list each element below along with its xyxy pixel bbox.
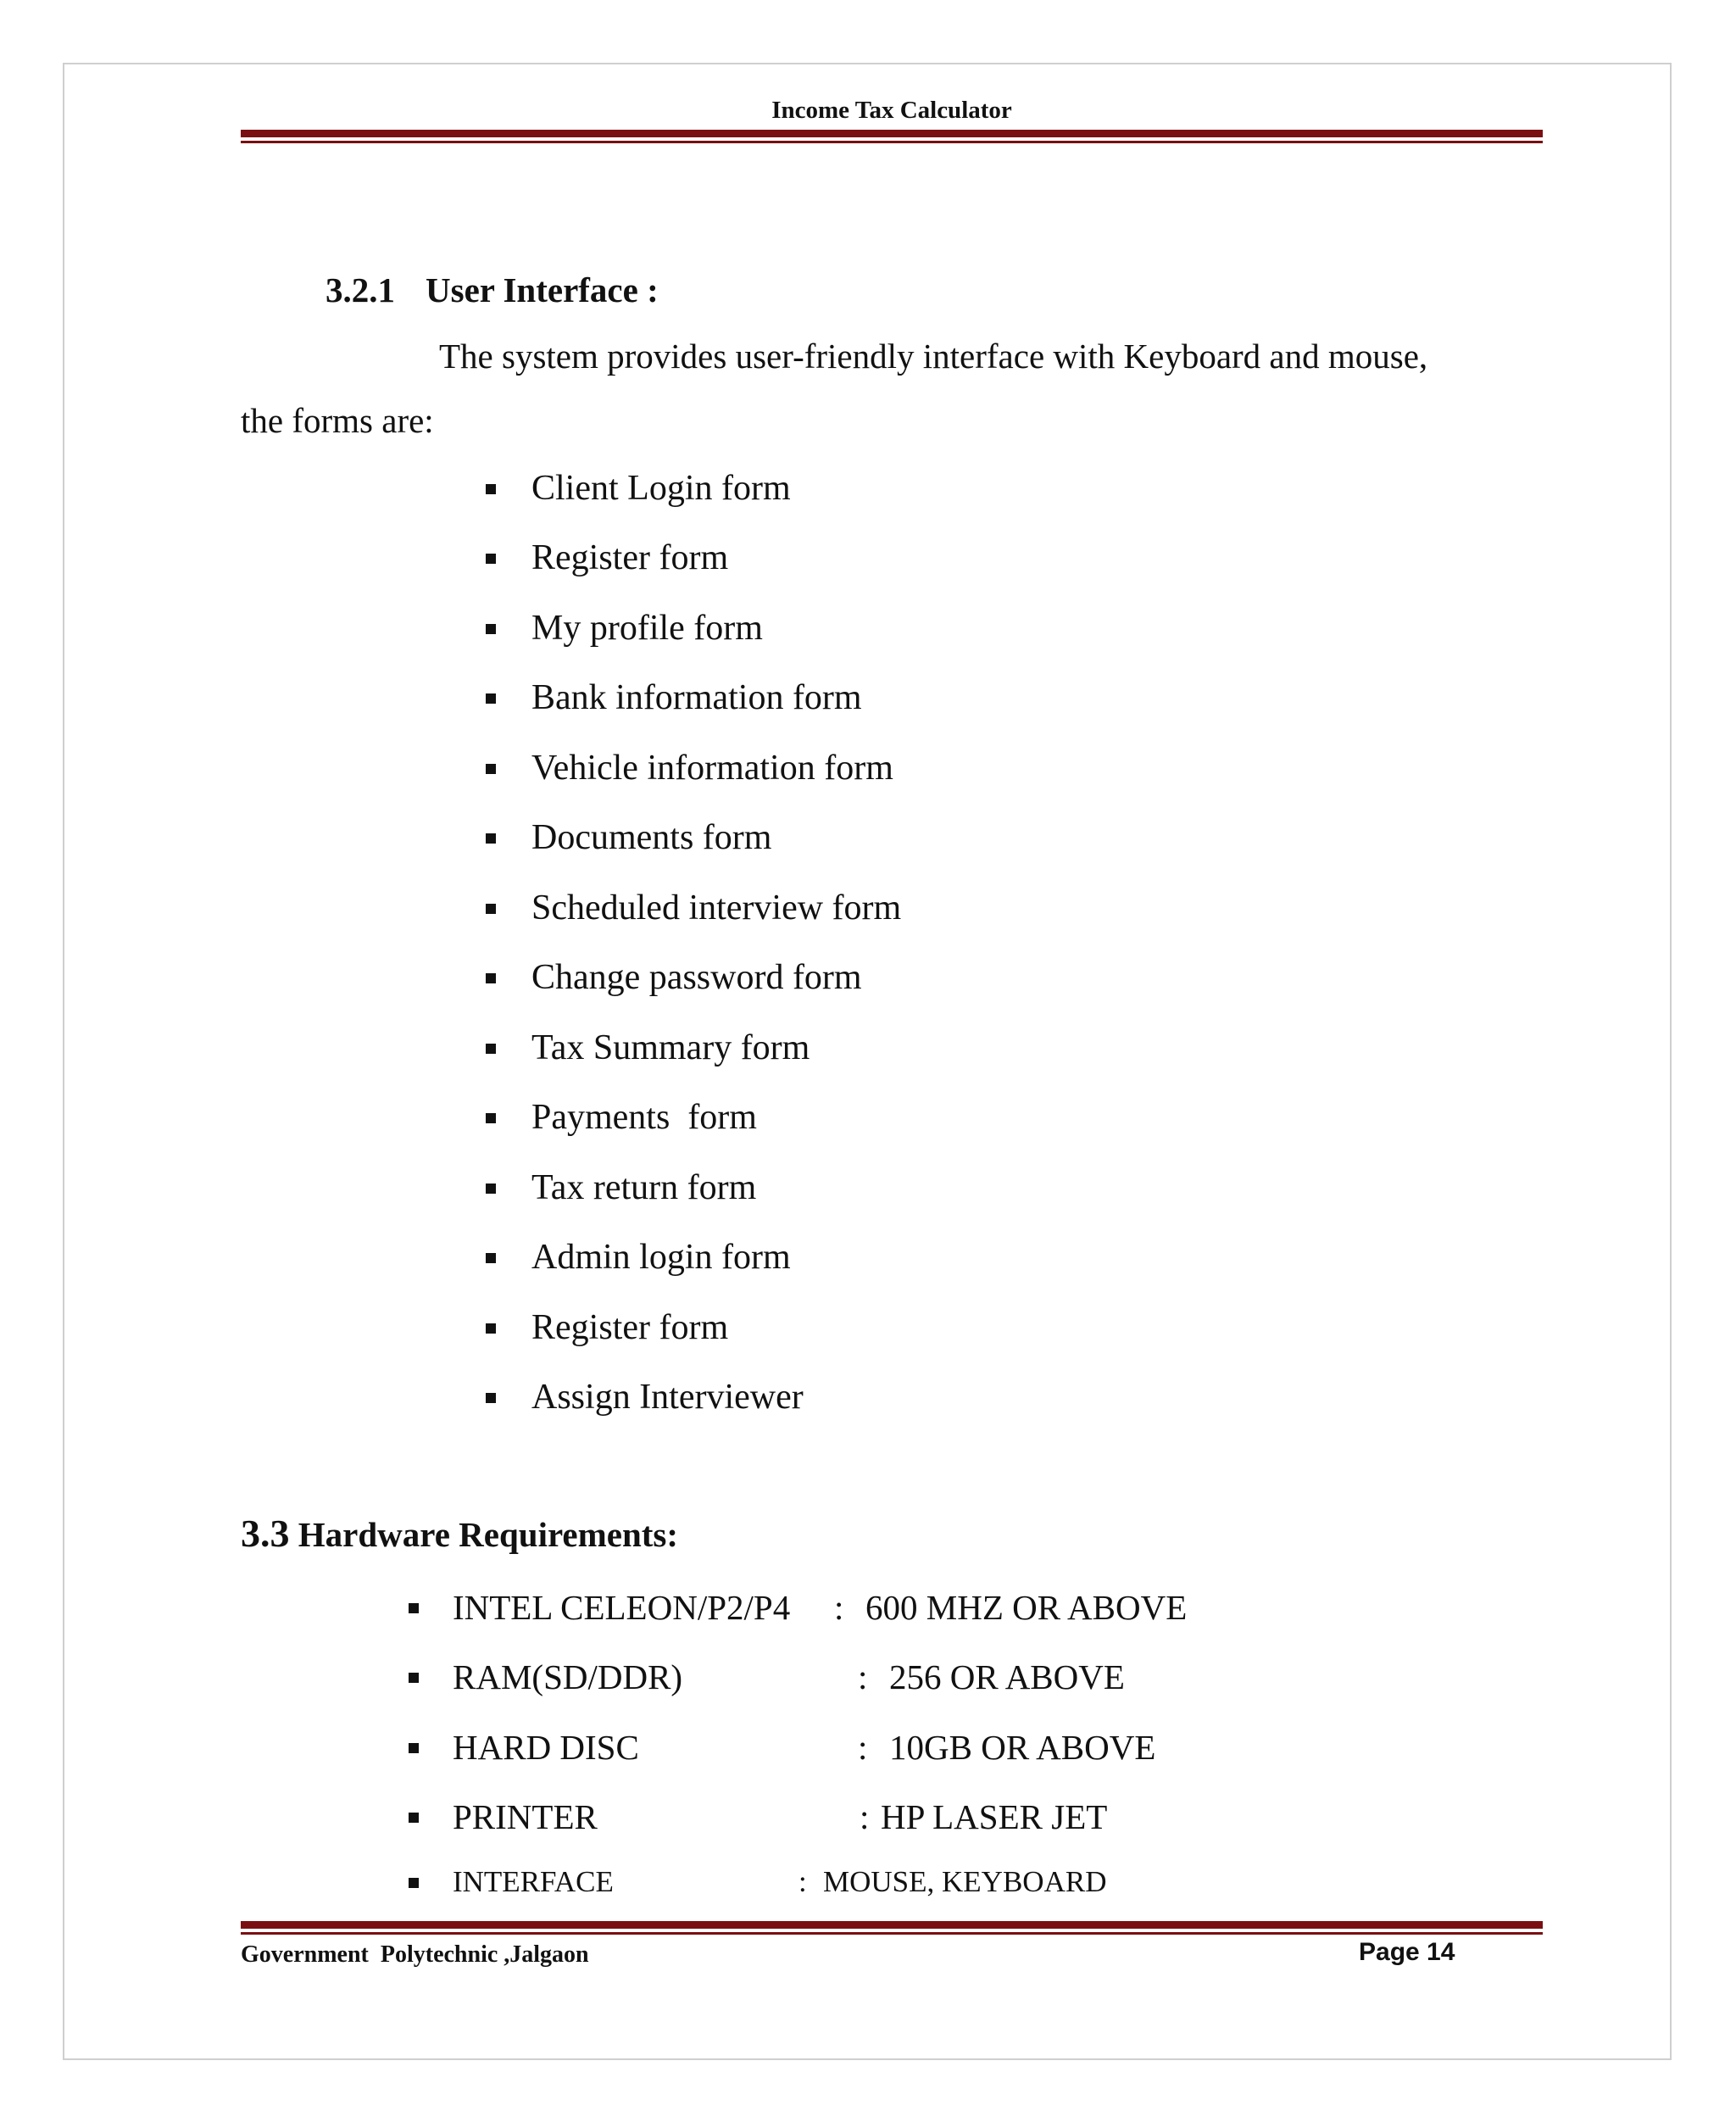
bullet-icon	[486, 1113, 496, 1123]
hardware-value: 600 MHZ OR ABOVE	[865, 1588, 1188, 1627]
header-rule-thin	[241, 141, 1543, 143]
list-item: Client Login form	[531, 469, 791, 508]
bullet-icon	[486, 624, 496, 634]
bullet-icon	[409, 1673, 419, 1683]
hardware-name: HARD DISC	[453, 1728, 639, 1767]
list-item: Change password form	[531, 958, 862, 997]
hardware-value: 256 OR ABOVE	[889, 1657, 1125, 1696]
bullet-icon	[486, 904, 496, 914]
hardware-separator: :	[858, 1657, 868, 1696]
section-title: Hardware Requirements:	[298, 1515, 679, 1554]
running-header-title: Income Tax Calculator	[771, 97, 1012, 124]
footer-page-number: Page 14	[1359, 1938, 1455, 1966]
bullet-icon	[486, 554, 496, 564]
section-title: User Interface :	[426, 270, 659, 309]
list-item: Bank information form	[531, 678, 862, 717]
hardware-separator: :	[860, 1797, 870, 1836]
footer-institution: Government Polytechnic ,Jalgaon	[241, 1941, 589, 1968]
list-item: Vehicle information form	[531, 749, 893, 788]
list-item: My profile form	[531, 609, 763, 648]
bullet-icon	[409, 1813, 419, 1823]
intro-paragraph-line2: the forms are:	[241, 401, 434, 440]
list-item: Documents form	[531, 818, 772, 857]
hardware-value: 10GB OR ABOVE	[889, 1728, 1156, 1767]
list-item: Register form	[531, 1308, 729, 1347]
list-item: Tax return form	[531, 1168, 757, 1207]
intro-paragraph-line1: The system provides user-friendly interface with Keyboard and mouse,	[439, 337, 1428, 376]
bullet-icon	[486, 833, 496, 844]
bullet-icon	[486, 973, 496, 983]
bullet-icon	[486, 1184, 496, 1194]
bullet-icon	[486, 1253, 496, 1263]
hardware-value: HP LASER JET	[881, 1797, 1108, 1836]
hardware-separator: :	[798, 1865, 807, 1898]
section-heading-user-interface	[326, 270, 659, 310]
bullet-icon	[486, 484, 496, 494]
bullet-icon	[486, 1393, 496, 1403]
bullet-icon	[409, 1603, 419, 1613]
footer-rule-thin	[241, 1932, 1543, 1935]
bullet-icon	[486, 1044, 496, 1054]
hardware-name: INTERFACE	[453, 1865, 614, 1898]
bullet-icon	[486, 764, 496, 774]
bullet-icon	[486, 1323, 496, 1334]
list-item: Scheduled interview form	[531, 888, 902, 927]
bullet-icon	[409, 1878, 419, 1888]
section-heading-hardware	[241, 1511, 678, 1556]
list-item: Tax Summary form	[531, 1028, 810, 1067]
list-item: Payments form	[531, 1098, 757, 1137]
bullet-icon	[409, 1743, 419, 1753]
hardware-separator: :	[834, 1588, 844, 1627]
hardware-name: INTEL CELEON/P2/P4	[453, 1588, 791, 1627]
hardware-value: MOUSE, KEYBOARD	[823, 1865, 1107, 1898]
header-rule-thick	[241, 130, 1543, 137]
list-item: Register form	[531, 538, 729, 577]
hardware-name: PRINTER	[453, 1797, 598, 1836]
list-item: Admin login form	[531, 1238, 791, 1277]
section-number: 3.2.1	[326, 270, 395, 309]
hardware-name: RAM(SD/DDR)	[453, 1657, 683, 1696]
section-number: 3.3	[241, 1512, 290, 1555]
footer-rule-thick	[241, 1921, 1543, 1929]
hardware-separator: :	[858, 1728, 868, 1767]
bullet-icon	[486, 693, 496, 704]
list-item: Assign Interviewer	[531, 1378, 804, 1417]
